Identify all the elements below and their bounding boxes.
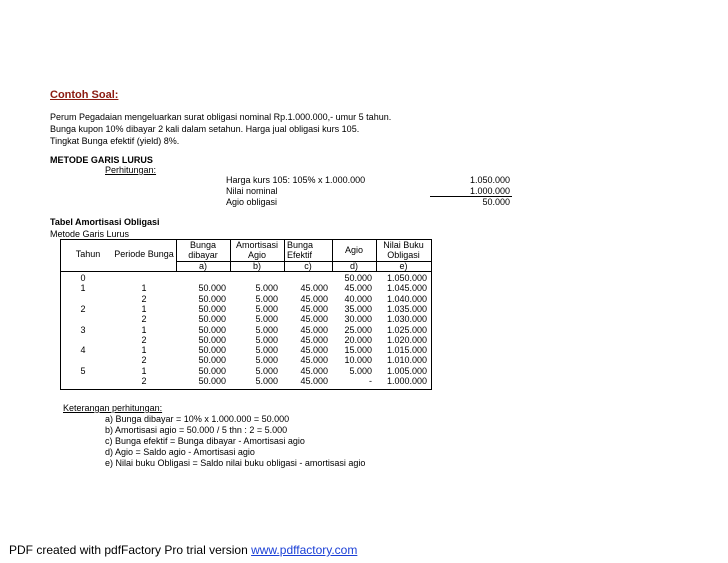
- cell-agio: 35.000: [344, 303, 372, 314]
- cell-periode: 2: [141, 293, 147, 304]
- cell-periode: 1: [141, 303, 147, 314]
- cell-nilai: 1.045.000: [386, 283, 427, 294]
- cell-periode: 2: [141, 334, 147, 345]
- cell-tahun: 1: [80, 283, 86, 294]
- example-heading: Contoh Soal:: [50, 89, 119, 101]
- cell-nilai: 1.010.000: [386, 355, 427, 366]
- note-d: d) Agio = Saldo agio - Amortisasi agio: [105, 447, 255, 457]
- notes-title: Keterangan perhitungan:: [63, 403, 163, 413]
- cell-tahun: 4: [80, 345, 86, 356]
- letter-c: c): [304, 261, 312, 271]
- cell-amortisasi: 5.000: [255, 334, 278, 345]
- header-nilai-1: Nilai Buku: [383, 240, 424, 250]
- cell-nilai: 1.020.000: [386, 334, 427, 345]
- cell-nilai: 1.040.000: [386, 293, 427, 304]
- cell-amortisasi: 5.000: [255, 283, 278, 294]
- cell-bunga: 50.000: [198, 283, 226, 294]
- cell-nilai: 1.005.000: [386, 365, 427, 376]
- cell-bunga: 50.000: [198, 345, 226, 356]
- cell-agio: 20.000: [344, 334, 372, 345]
- letter-b: b): [252, 261, 261, 271]
- table-subtitle: Metode Garis Lurus: [50, 229, 130, 239]
- header-amort-1: Amortisasi: [235, 240, 278, 250]
- cell-periode: 2: [141, 376, 147, 386]
- cell-efektif: 45.000: [300, 355, 328, 366]
- cell-amortisasi: 5.000: [255, 303, 278, 314]
- method-title: METODE GARIS LURUS: [50, 155, 153, 165]
- cell-agio: -: [369, 376, 372, 386]
- note-a: a) Bunga dibayar = 10% x 1.000.000 = 50.000: [105, 414, 290, 424]
- cell-nilai: 1.025.000: [386, 324, 427, 335]
- cell-efektif: 45.000: [300, 345, 328, 356]
- note-e: e) Nilai buku Obligasi = Saldo nilai buku obligasi - amortisasi agio: [105, 458, 366, 468]
- cell-efektif: 45.000: [300, 303, 328, 314]
- cell-agio: 40.000: [344, 293, 372, 304]
- cell-periode: 1: [141, 283, 147, 294]
- cell-agio: 50.000: [344, 273, 372, 283]
- cell-nilai: 1.035.000: [386, 303, 427, 314]
- pdf-footer: [9, 544, 357, 556]
- cell-amortisasi: 5.000: [255, 314, 278, 325]
- cell-bunga: 50.000: [198, 376, 226, 386]
- cell-nilai: 1.050.000: [386, 273, 427, 283]
- cell-efektif: 45.000: [300, 365, 328, 376]
- cell-amortisasi: 5.000: [255, 345, 278, 356]
- calc-value-nominal: 1.000.000: [469, 186, 510, 196]
- cell-bunga: 50.000: [198, 293, 226, 304]
- cell-efektif: 45.000: [300, 376, 328, 386]
- header-agio: Agio: [344, 245, 363, 255]
- method-subtitle: Perhitungan:: [105, 165, 157, 175]
- cell-tahun: 5: [80, 365, 86, 376]
- cell-nilai: 1.015.000: [386, 345, 427, 356]
- cell-agio: 15.000: [344, 345, 372, 356]
- cell-efektif: 45.000: [300, 324, 328, 335]
- cell-bunga: 50.000: [198, 314, 226, 325]
- cell-agio: 30.000: [344, 314, 372, 325]
- cell-periode: 1: [141, 324, 147, 335]
- header-nilai-2: Obligasi: [387, 250, 420, 260]
- cell-nilai: 1.030.000: [386, 314, 427, 325]
- letter-a: a): [198, 261, 207, 271]
- header-bunga-1: Bunga: [189, 240, 217, 250]
- cell-agio: 10.000: [344, 355, 372, 366]
- cell-agio: 5.000: [349, 365, 372, 376]
- cell-tahun: 3: [80, 324, 86, 335]
- calc-value-agio: 50.000: [482, 197, 510, 207]
- problem-line-2: Bunga kupon 10% dibayar 2 kali dalam setahun. Harga jual obligasi kurs 105.: [50, 124, 360, 134]
- letter-e: e): [399, 261, 408, 271]
- amortization-table: [60, 239, 432, 390]
- note-c: c) Bunga efektif = Bunga dibayar - Amortisasi agio: [105, 436, 305, 446]
- note-b: b) Amortisasi agio = 50.000 / 5 thn : 2 = 5.000: [105, 425, 288, 435]
- calc-label-price: Harga kurs 105: 105% x 1.000.000: [226, 175, 366, 185]
- cell-periode: 1: [141, 345, 147, 356]
- problem-line-3: Tingkat Bunga efektif (yield) 8%.: [50, 136, 180, 146]
- cell-bunga: 50.000: [198, 324, 226, 335]
- header-bunga-2: dibayar: [188, 250, 218, 260]
- cell-efektif: 45.000: [300, 283, 328, 294]
- cell-agio: 25.000: [344, 324, 372, 335]
- cell-bunga: 50.000: [198, 365, 226, 376]
- cell-tahun: 2: [80, 303, 86, 314]
- calc-label-nominal: Nilai nominal: [226, 186, 278, 196]
- cell-amortisasi: 5.000: [255, 355, 278, 366]
- problem-line-1: Perum Pegadaian mengeluarkan surat obligasi nominal Rp.1.000.000,- umur 5 tahun.: [50, 112, 392, 122]
- cell-efektif: 45.000: [300, 293, 328, 304]
- calc-label-agio: Agio obligasi: [226, 197, 278, 207]
- header-tahun: Tahun: [75, 249, 101, 259]
- cell-amortisasi: 5.000: [255, 365, 278, 376]
- cell-bunga: 50.000: [198, 334, 226, 345]
- header-periode: Periode Bunga: [114, 249, 174, 259]
- cell-amortisasi: 5.000: [255, 293, 278, 304]
- cell-nilai: 1.000.000: [386, 376, 427, 386]
- calc-value-price: 1.050.000: [469, 175, 510, 185]
- cell-agio: 45.000: [344, 283, 372, 294]
- cell-amortisasi: 5.000: [255, 324, 278, 335]
- cell-tahun: 0: [80, 273, 86, 283]
- letter-d: d): [349, 261, 358, 271]
- cell-amortisasi: 5.000: [255, 376, 278, 386]
- header-amort-2: Agio: [247, 250, 266, 260]
- footer-text: PDF created with pdfFactory Pro trial version: [9, 543, 252, 557]
- header-efektif-1: Bunga: [287, 240, 314, 250]
- header-efektif-2: Efektif: [287, 250, 313, 260]
- cell-periode: 2: [141, 355, 147, 366]
- cell-efektif: 45.000: [300, 334, 328, 345]
- footer-link[interactable]: www.pdffactory.com: [251, 543, 358, 557]
- cell-periode: 1: [141, 365, 147, 376]
- cell-bunga: 50.000: [198, 355, 226, 366]
- cell-periode: 2: [141, 314, 147, 325]
- table-title: Tabel Amortisasi Obligasi: [50, 217, 160, 227]
- cell-efektif: 45.000: [300, 314, 328, 325]
- cell-bunga: 50.000: [198, 303, 226, 314]
